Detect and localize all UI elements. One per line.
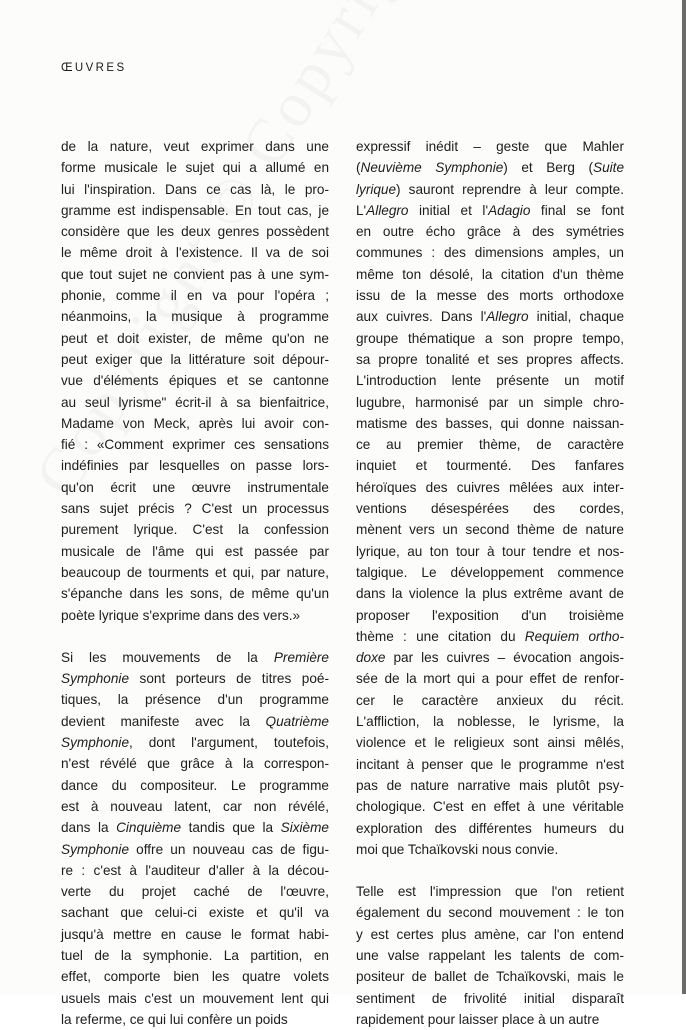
text-line: sentiment de frivolité initial disparaît bbox=[356, 990, 624, 1006]
text-line: que tout sujet ne convient pas à une sym- bbox=[61, 266, 329, 282]
text-line: s'épanche dans les sons, de même qu'un bbox=[61, 586, 329, 602]
text-line: dans la violence la plus extrême avant de bbox=[356, 586, 624, 602]
text-line: peut exiger que la littérature soit dépour- bbox=[61, 351, 329, 367]
text-line: L'introduction lente présente un motif bbox=[356, 373, 624, 389]
text-line: vue d'éléments épiques et se cantonne bbox=[61, 373, 329, 389]
text-line: verte du projet caché de l'œuvre, bbox=[61, 884, 329, 900]
text-line: musicale de l'âme qui est passée par bbox=[61, 543, 329, 559]
text-line: cer le caractère anxieux du récit. bbox=[356, 692, 624, 708]
text-line: proposer l'exposition d'un troisième bbox=[356, 607, 624, 623]
text-line: indéfinies par lesquelles on passe lors- bbox=[61, 458, 329, 474]
text-line: incitant à penser que le programme n'est bbox=[356, 756, 624, 772]
text-line: dance du compositeur. Le programme bbox=[61, 777, 329, 793]
paragraph bbox=[61, 647, 329, 1030]
text-line: même ton désolé, la citation d'un thème bbox=[356, 266, 624, 282]
text-line: L'affliction, la noblesse, le lyrisme, la bbox=[356, 714, 624, 730]
text-line: communes : des dimensions amples, un bbox=[356, 245, 624, 261]
text-line: matisme des basses, qui donne naissan- bbox=[356, 415, 624, 431]
text-line: re : c'est à l'auditeur d'aller à la décou- bbox=[61, 862, 329, 878]
text-line: mènent vers un second thème de nature bbox=[356, 522, 624, 538]
text-line: Symphonie offre un nouveau cas de figu- bbox=[61, 841, 329, 857]
text-line: qu'on écrit une œuvre instrumentale bbox=[61, 479, 329, 495]
text-line: ventions désespérées des cordes, bbox=[356, 501, 624, 517]
text-line: peut et doit exister, de même qu'on ne bbox=[61, 330, 329, 346]
text-line: jusqu'à mettre en cause le format habi- bbox=[61, 926, 329, 942]
text-line: L'Allegro initial et l'Adagio final se font bbox=[356, 202, 624, 218]
text-line: de la nature, veut exprimer dans une bbox=[61, 139, 329, 154]
text-line: est à nouveau latent, car non révélé, bbox=[61, 798, 329, 814]
text-line: Symphonie, dont l'argument, toutefois, bbox=[61, 735, 329, 751]
text-line: lyrique, au ton tour à tour tendre et nos- bbox=[356, 543, 624, 559]
text-line: néanmoins, la musique à programme bbox=[61, 309, 329, 325]
text-line: talgique. Le développement commence bbox=[356, 564, 624, 580]
text-line: lyrique) sauront reprendre à leur compte. bbox=[356, 181, 624, 197]
left-column bbox=[61, 136, 329, 1030]
right-column bbox=[356, 136, 624, 1030]
text-line: beaucoup de tourments et qui, par nature, bbox=[61, 564, 329, 580]
text-line: sa propre tonalité et ses propres affects. bbox=[356, 351, 624, 367]
text-line: Symphonie sont porteurs de titres poé- bbox=[61, 671, 329, 687]
text-line: exploration des différentes humeurs du bbox=[356, 820, 624, 836]
text-line: sans sujet précis ? C'est un processus bbox=[61, 501, 329, 517]
text-line: doxe par les cuivres – évocation angois- bbox=[356, 650, 624, 666]
text-line: au seul lyrisme" écrit-il à sa bienfaitrice, bbox=[61, 394, 329, 410]
text-line: sée de la mort qui a pour effet de renfor- bbox=[356, 671, 624, 687]
paragraph bbox=[356, 136, 624, 860]
text-line: groupe thématique a son propre tempo, bbox=[356, 330, 624, 346]
text-line: thème : une citation du Requiem ortho- bbox=[356, 628, 624, 644]
text-line: purement lyrique. C'est la confession bbox=[61, 522, 329, 538]
running-head: ŒUVRES bbox=[61, 62, 127, 74]
text-line: Telle est l'impression que l'on retient bbox=[356, 884, 624, 900]
text-line: ce au premier thème, de caractère bbox=[356, 437, 624, 453]
text-line: expressif inédit – geste que Mahler bbox=[356, 139, 624, 154]
text-line: devient manifeste avec la Quatrième bbox=[61, 713, 329, 729]
text-line: Si les mouvements de la Première bbox=[61, 649, 329, 665]
page-edge bbox=[682, 0, 686, 994]
text-line: lugubre, harmonisé par un simple chro- bbox=[356, 394, 624, 410]
text-line: forme musicale le sujet qui a allumé en bbox=[61, 160, 329, 176]
text-line: phonie, comme il en va pour l'opéra ; bbox=[61, 288, 329, 304]
text-line: la referme, ce qui lui confère un poids bbox=[61, 1011, 288, 1027]
text-line: usuels mais c'est un mouvement lent qui bbox=[61, 990, 329, 1006]
text-line: héroïques des cuivres mêlées aux inter- bbox=[356, 479, 624, 495]
text-line: pas de nature narrative mais plutôt psy- bbox=[356, 777, 624, 793]
text-line: moi que Tchaïkovski nous convie. bbox=[356, 841, 559, 857]
text-line: gramme est indispensable. En tout cas, je bbox=[61, 202, 329, 218]
text-line: une valse rappelant les talents de com- bbox=[356, 947, 624, 963]
text-line: (Neuvième Symphonie) et Berg (Suite bbox=[356, 160, 624, 176]
text-line: y est certes plus amène, car l'on entend bbox=[356, 926, 624, 942]
text-line: dans la Cinquième tandis que la Sixième bbox=[61, 820, 329, 836]
text-line: en outre écho grâce à des symétries bbox=[356, 224, 624, 240]
text-line: poète lyrique s'exprime dans des vers.» bbox=[61, 607, 301, 623]
text-line: sachant que celui-ci existe et qu'il va bbox=[61, 905, 329, 921]
text-line: positeur de ballet de Tchaïkovski, mais le bbox=[356, 969, 624, 985]
text-line: lui l'inspiration. Dans ce cas là, le pro- bbox=[61, 181, 329, 197]
text-line: rapidement pour laisser place à un autre bbox=[356, 1011, 600, 1027]
text-line: violence et le religieux sont ainsi mêlés, bbox=[356, 735, 624, 751]
text-line: Madame von Meck, après lui avoir con- bbox=[61, 415, 329, 431]
text-line: n'est révélé que grâce à la correspon- bbox=[61, 756, 329, 772]
text-line: également du second mouvement : le ton bbox=[356, 905, 624, 921]
text-line: fié : «Comment exprimer ces sensations bbox=[61, 437, 329, 453]
text-line: inquiet et tourmenté. Des fanfares bbox=[356, 458, 624, 474]
text-line: effet, comporte bien les quatre volets bbox=[61, 969, 329, 985]
paragraph bbox=[356, 881, 624, 1030]
text-line: tuel de la symphonie. La partition, en bbox=[61, 947, 329, 963]
text-line: considère que les deux genres possèdent bbox=[61, 224, 329, 240]
text-line: issu de la messe des morts orthodoxe bbox=[356, 288, 624, 304]
text-line: le même droit à l'existence. Il va de soi bbox=[61, 245, 329, 261]
paragraph bbox=[61, 136, 329, 626]
text-line: aux cuivres. Dans l'Allegro initial, chaque bbox=[356, 309, 624, 325]
text-line: tiques, la présence d'un programme bbox=[61, 692, 329, 708]
text-line: chologique. C'est en effet à une véritable bbox=[356, 799, 624, 815]
